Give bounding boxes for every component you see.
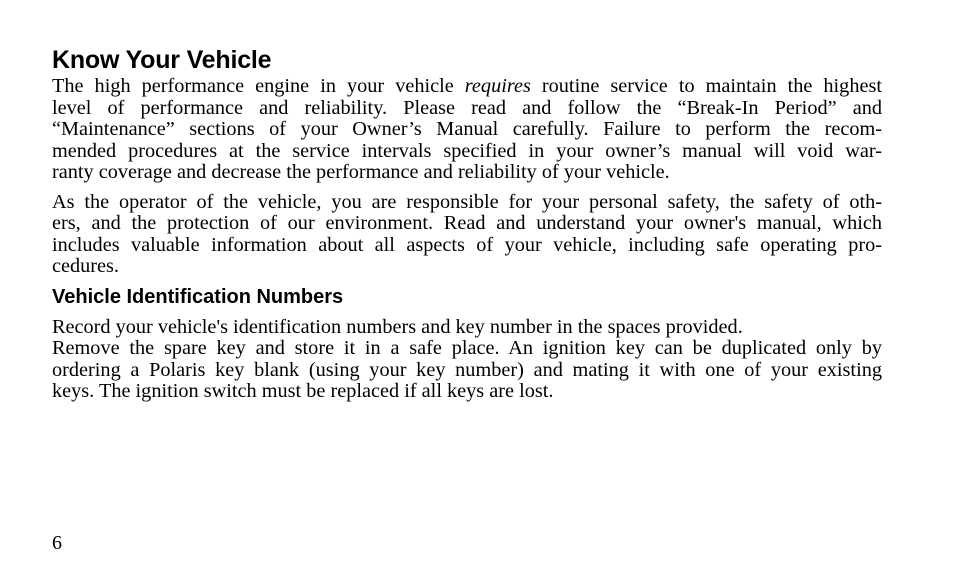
paragraph-engine-service xyxy=(52,76,882,184)
text-line xyxy=(52,76,882,98)
text-line: level of performance and reliability. Please read and follow the “Break-In Period” and xyxy=(52,96,882,119)
text-line: keys. The ignition switch must be replaced if all keys are lost. xyxy=(52,380,554,402)
paragraph-identification-numbers xyxy=(52,317,882,403)
text-line: cedures. xyxy=(52,255,120,277)
text-line: As the operator of the vehicle, you are responsible for your personal safety, the safety of oth- xyxy=(52,190,882,213)
subsection-heading: Vehicle Identification Numbers xyxy=(52,285,344,308)
emphasis-text: requires xyxy=(464,75,531,97)
text-run: The high performance engine in your vehicle xyxy=(52,75,465,97)
section-heading: Know Your Vehicle xyxy=(52,46,272,74)
text-line: includes valuable information about all aspects of your vehicle, including safe operating pro- xyxy=(52,233,882,256)
text-line: Record your vehicle's identification numbers and key number in the spaces provided. xyxy=(52,315,743,338)
text-line: mended procedures at the service intervals specified in your owner’s manual will void war- xyxy=(52,139,882,162)
text-line: ordering a Polaris key blank (using your key number) and mating it with one of your existing xyxy=(52,358,882,381)
text-line: “Maintenance” sections of your Owner’s Manual carefully. Failure to perform the recom- xyxy=(52,118,882,140)
page-number: 6 xyxy=(52,532,62,554)
text-line: Remove the spare key and store it in a safe place. An ignition key can be duplicated only by xyxy=(52,337,882,359)
text-run: routine service to maintain the highest xyxy=(530,75,882,97)
text-line: ranty coverage and decrease the performance and reliability of your vehicle. xyxy=(52,161,670,183)
paragraph-operator-responsibility xyxy=(52,192,882,278)
text-line: ers, and the protection of our environment. Read and understand your owner's manual, which xyxy=(52,212,882,234)
document-page xyxy=(52,44,882,403)
